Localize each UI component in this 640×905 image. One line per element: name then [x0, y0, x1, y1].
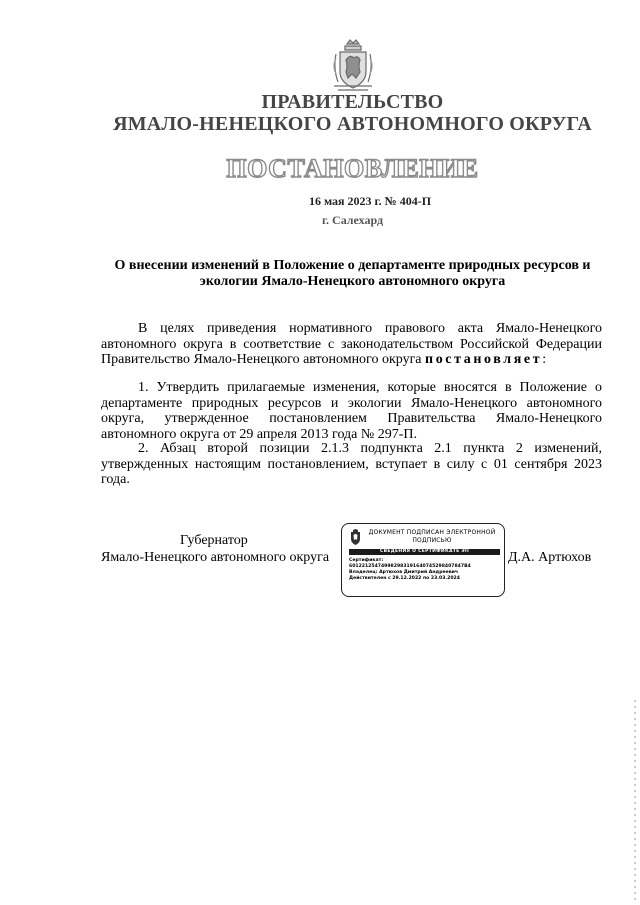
paragraph-item-2	[101, 441, 602, 488]
stamp-heading: ДОКУМЕНТ ПОДПИСАН ЭЛЕКТРОННОЙ ПОДПИСЬЮ	[368, 529, 496, 544]
paragraph-preamble	[101, 321, 602, 368]
org-name-line2: ЯМАЛО-НЕНЕЦКОГО АВТОНОМНОГО ОКРУГА	[113, 113, 592, 135]
paragraph-item-1	[101, 380, 602, 442]
stamp-validity: Действителен с 29.12.2022 по 23.03.2024	[349, 576, 460, 581]
preamble-text: В целях приведения нормативного правового акта Ямало-Ненецкого автономного округа в соответствие с законодательством Российской Федерации Правительство Ямало-Ненецкого автономного округа	[101, 321, 602, 367]
scan-edge-artifact	[634, 700, 636, 900]
stamp-cert-label: Сертификат:	[349, 558, 384, 563]
stamp-owner: Владелец: Артюхов Дмитрий Андреевич	[349, 570, 459, 575]
item-1-text: 1. Утвердить прилагаемые изменения, которые вносятся в Положение о департаменте природных ресурсов и экологии Ямало-Ненецкого автономного округа, утвержденное постановлением Правительства Ямало-Ненецкого автономного округа от 29 апреля 2013 года № 297-П.	[101, 380, 602, 442]
stamp-cert-value: 601221254749982983191640745298407847B4	[349, 564, 471, 569]
signatory-name: Д.А. Артюхов	[508, 550, 592, 565]
coat-of-arms-icon	[349, 529, 362, 546]
document-city: г. Салехард	[321, 213, 384, 227]
org-name-line1: ПРАВИТЕЛЬСТВО	[261, 91, 444, 113]
coat-of-arms-icon	[330, 38, 376, 94]
document-date-number: 16 мая 2023 г. № 404-П	[308, 194, 432, 208]
item-2-text: 2. Абзац второй позиции 2.1.3 подпункта 2.1 пункта 2 изменений, утвержденных настоящим постановлением, вступает в силу с 01 сентября 2023 года.	[101, 441, 602, 487]
signatory-position-line1: Губернатор	[180, 533, 248, 548]
signatory-position-line2: Ямало-Ненецкого автономного округа	[101, 550, 330, 565]
document-type-heading: ПОСТАНОВЛЕНИЕ	[226, 154, 479, 183]
decree-word: постановляет	[425, 352, 543, 367]
stamp-certificate-bar: СВЕДЕНИЯ О СЕРТИФИКАТЕ ЭП	[349, 549, 500, 555]
decree-colon: :	[542, 352, 547, 367]
document-title: О внесении изменений в Положение о департаменте природных ресурсов и экологии Ямало-Ненецкого автономного округа	[114, 258, 591, 289]
electronic-signature-stamp	[341, 523, 505, 597]
